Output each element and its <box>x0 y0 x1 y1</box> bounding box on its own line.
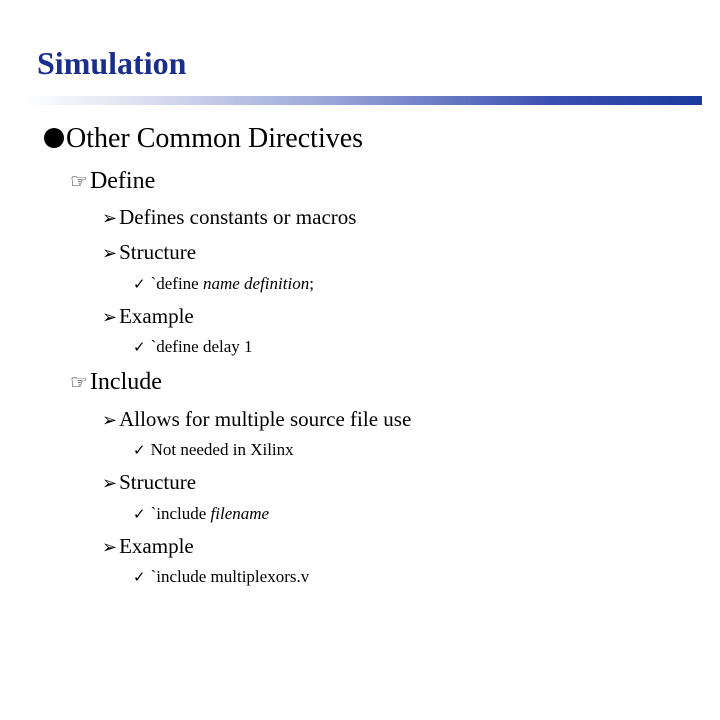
include-structure-label: Structure <box>119 470 197 494</box>
include-subitem-xilinx <box>133 441 294 459</box>
include-structure-keyword: `include <box>150 504 211 523</box>
include-example-code <box>133 568 309 586</box>
check-mark-icon: ✓ <box>133 443 146 459</box>
include-structure-args: filename <box>210 504 270 523</box>
heading-text: Other Common Directives <box>66 123 364 154</box>
define-structure-item <box>102 242 196 263</box>
include-example-item <box>102 536 194 557</box>
arrow-bullet-icon: ➢ <box>102 208 118 228</box>
define-item <box>70 169 155 193</box>
include-label: Include <box>89 369 162 395</box>
check-mark-icon: ✓ <box>133 340 146 356</box>
hand-pointer-icon: ☞ <box>70 171 88 193</box>
title-gradient-rule <box>22 96 702 105</box>
include-item <box>70 370 162 394</box>
heading-other-directives <box>44 125 363 153</box>
define-example-item <box>102 306 194 327</box>
filled-circle-bullet-icon <box>44 128 64 148</box>
arrow-bullet-icon: ➢ <box>102 307 118 327</box>
define-structure-tail: ; <box>309 274 314 293</box>
arrow-bullet-icon: ➢ <box>102 473 118 493</box>
include-item1-sub-text: Not needed in Xilinx <box>150 440 294 459</box>
include-example-code-text: `include multiplexors.v <box>150 567 310 586</box>
define-structure-label: Structure <box>119 240 197 264</box>
define-structure-args: name definition <box>202 274 310 293</box>
include-example-label: Example <box>119 534 194 558</box>
check-mark-icon: ✓ <box>133 570 146 586</box>
arrow-bullet-icon: ➢ <box>102 410 118 430</box>
arrow-bullet-icon: ➢ <box>102 243 118 263</box>
include-structure-code <box>133 505 269 523</box>
define-structure-keyword: `define <box>150 274 203 293</box>
define-label: Define <box>89 168 156 194</box>
slide-title: Simulation <box>37 45 187 81</box>
check-mark-icon: ✓ <box>133 507 146 523</box>
define-structure-code <box>133 275 314 293</box>
include-subitem-allows <box>102 409 411 430</box>
include-structure-item <box>102 472 196 493</box>
define-subitem-constants <box>102 207 356 228</box>
define-item1-text: Defines constants or macros <box>119 205 357 229</box>
define-example-code <box>133 338 253 356</box>
include-item1-text: Allows for multiple source file use <box>119 407 412 431</box>
define-example-label: Example <box>119 304 194 328</box>
check-mark-icon: ✓ <box>133 277 146 293</box>
hand-pointer-icon: ☞ <box>70 372 88 394</box>
arrow-bullet-icon: ➢ <box>102 537 118 557</box>
define-example-code-text: `define delay 1 <box>150 337 253 356</box>
